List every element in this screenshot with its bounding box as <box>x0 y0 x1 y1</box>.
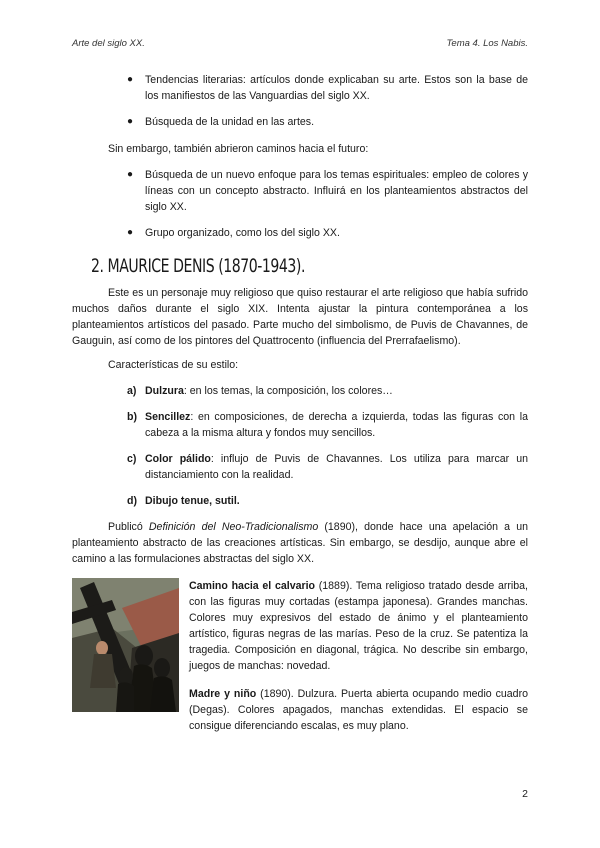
work-description <box>189 686 528 734</box>
publication-text: (1890), donde hace una apelación a un planteamiento abstracto de las creaciones artísticas. Sin embargo, se desdijo, aunque abre el camino a las formulaciones abstractas del siglo XX. <box>72 521 528 565</box>
bullet-dot: ● <box>127 227 134 238</box>
work-text: (1890). Dulzura. Puerta abierta ocupando medio cuadro (Degas). Colores apagados, manchas extendidas. El espacio se consigue diferenciando escalas, es muy plano. <box>189 688 528 732</box>
publication-paragraph <box>72 519 528 567</box>
term-description: : en composiciones, de derecha a izquierda, todas las figuras con la cabeza a la misma altura y fondos muy sencillos. <box>145 411 528 439</box>
list-item <box>145 451 528 483</box>
work-description <box>189 578 528 674</box>
list-item: Búsqueda de un nuevo enfoque para los temas espirituales: empleo de colores y líneas con un concepto abstracto. Influirá en los planteamientos abstractos del siglo XX. <box>145 169 528 213</box>
publication-text: Publicó <box>108 521 149 533</box>
bio-paragraph: Este es un personaje muy religioso que quiso restaurar el arte religioso que había sufrido muchos daños durante el siglo XIX. Intenta ajustar la pintura contemporánea a los planteamientos artísticos del pasado. Parte mucho del simbolismo, de Puvis de Chavannes, de Gauguin, así como de los pintores del Quattrocento (influencia del Prerrafaelismo). <box>72 287 528 347</box>
bullet-dot: ● <box>127 169 134 180</box>
list-marker: a) <box>127 385 137 397</box>
list-item <box>145 493 528 509</box>
page-number: 2 <box>522 788 528 800</box>
list-item: Búsqueda de la unidad en las artes. <box>145 116 315 128</box>
term-description: : influjo de Puvis de Chavannes. Los utiliza para marcar un distanciamiento con la realidad. <box>145 453 528 481</box>
running-header-left: Arte del siglo XX. <box>72 38 145 49</box>
term: Dulzura <box>145 385 184 397</box>
list-marker: d) <box>127 495 137 507</box>
bullet-dot: ● <box>127 116 134 127</box>
list-item <box>145 409 528 441</box>
term: Dibujo tenue, sutil. <box>145 495 240 507</box>
style-intro: Características de su estilo: <box>108 359 239 371</box>
term-description: : en los temas, la composición, los colores… <box>183 385 393 397</box>
bullet-dot: ● <box>127 74 134 85</box>
publication-title: Definición del Neo-Tradicionalismo <box>148 521 319 533</box>
list-marker: c) <box>127 453 137 465</box>
painting-camino-hacia-el-calvario <box>72 578 179 712</box>
work-title: Madre y niño <box>189 688 257 700</box>
future-intro: Sin embargo, también abrieron caminos hacia el futuro: <box>108 143 369 155</box>
list-item: Tendencias literarias: artículos donde explicaban su arte. Estos son la base de los manifiestos de las Vanguardias del siglo XX. <box>145 74 528 102</box>
section-heading: 2. MAURICE DENIS (1870-1943). <box>91 255 305 277</box>
term: Color pálido <box>145 453 211 465</box>
work-title: Camino hacia el calvario <box>189 580 316 592</box>
running-header-right: Tema 4. Los Nabis. <box>446 38 528 49</box>
term: Sencillez <box>145 411 191 423</box>
list-marker: b) <box>127 411 137 423</box>
list-item: Grupo organizado, como los del siglo XX. <box>145 227 340 239</box>
work-text: (1889). Tema religioso tratado desde arriba, con las figuras muy cortadas (estampa japonesa). Grandes manchas. Colores muy expresivos del estado de ánimo y el planteamiento artístico, figuras negras de las marías. Peso de la cruz. Se patentiza la tragedia. Composición en diagonal, trágica. No describe sin embargo, juegos de manchas: novedad. <box>189 580 528 672</box>
list-item <box>145 383 528 399</box>
